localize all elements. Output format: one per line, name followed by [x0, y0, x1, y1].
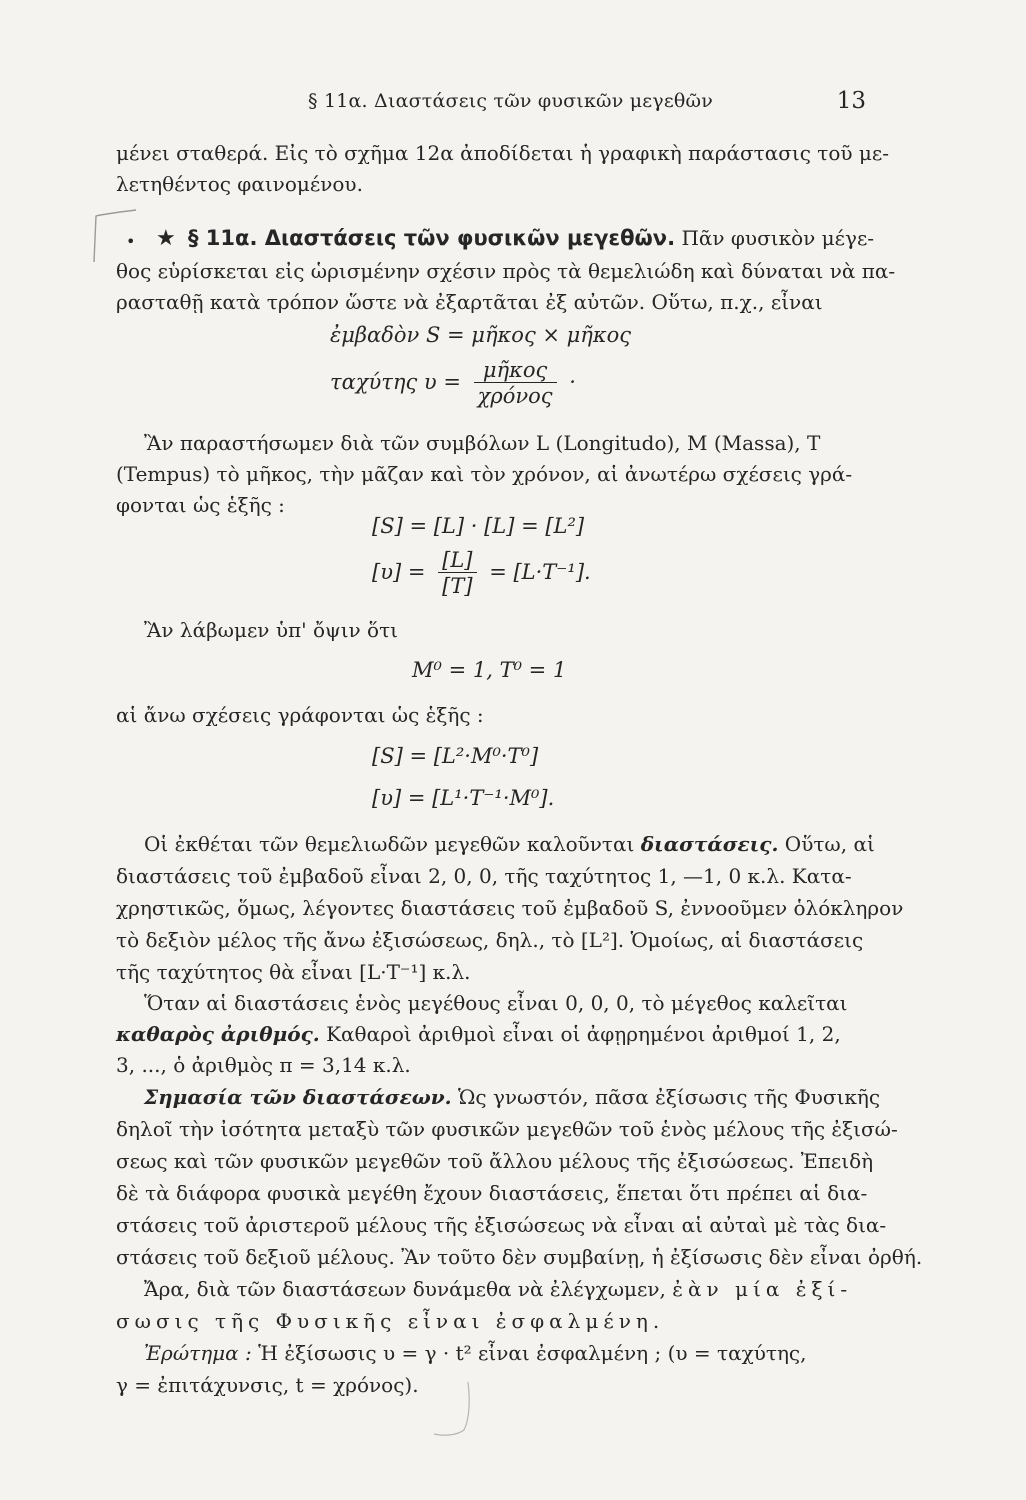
- significance-text-1: Ὡς γνωστόν, πᾶσα ἐξίσωσις τῆς Φυσικῆς: [457, 1085, 881, 1109]
- take-line: Ἂν λάβωμεν ὑπ' ὄψιν ὅτι: [144, 618, 399, 642]
- significance-line-4: δὲ τὰ διάφορα φυσικὰ μεγέθη ἔχουν διαστάσεις, ἕπεται ὅτι πρέπει αἱ δια-: [116, 1181, 868, 1205]
- formula-s-full: [S] = [L²·M⁰·T⁰]: [372, 744, 539, 768]
- symbols-line-1: Ἂν παραστήσωμεν διὰ τῶν συμβόλων L (Longitudo), M (Massa), T: [144, 431, 821, 455]
- formula-v-fraction: [438, 548, 476, 599]
- term-dimensions: διαστάσεις.: [640, 832, 779, 856]
- significance-line-3: σεως καὶ τῶν φυσικῶν μεγεθῶν τοῦ ἄλλου μέλους τῆς ἐξισώσεως. Ἐπειδὴ: [116, 1149, 874, 1173]
- ara-text-a: Ἄρα, διὰ τῶν διαστάσεων δυνάμεθα νὰ ἐλέγχωμεν,: [144, 1277, 666, 1301]
- significance-line-2: δηλοῖ τὴν ἰσότητα μεταξὺ τῶν φυσικῶν μεγεθῶν τοῦ ἑνὸς μέλους τῆς ἐξισώ-: [116, 1117, 898, 1141]
- ara-line-2: σωσις τῆς Φυσικῆς εἶναι ἐσφαλμένη.: [116, 1309, 665, 1333]
- formula-v-numerator: [L]: [438, 548, 476, 573]
- formula-v-dim: [372, 548, 591, 599]
- term-pure-number: καθαρὸς ἀριθμός.: [116, 1022, 320, 1046]
- question-label: Ἐρώτημα :: [144, 1341, 252, 1365]
- formula-s-dim: [S] = [L] · [L] = [L²]: [372, 514, 585, 538]
- formula-area: ἐμβαδὸν S = μῆκος × μῆκος: [330, 323, 632, 347]
- symbols-line-2: (Tempus) τὸ μῆκος, τὴν μᾶζαν καὶ τὸν χρόνον, αἱ ἀνωτέρω σχέσεις γρά-: [116, 462, 853, 486]
- section-line-3: ρασταθῇ κατὰ τρόπον ὥστε νὰ ἐξαρτᾶται ἐξ αὐτῶν. Οὕτω, π.χ., εἶναι: [116, 290, 823, 314]
- formula-speed-numerator: μῆκος: [474, 358, 557, 383]
- question-text: Ἡ ἐξίσωσις υ = γ · t² εἶναι ἐσφαλμένη ; (υ = ταχύτης,: [258, 1341, 807, 1365]
- running-head: § 11α. Διαστάσεις τῶν φυσικῶν μεγεθῶν: [308, 90, 713, 112]
- question-line-1: [116, 1341, 868, 1365]
- formula-speed-end: ·: [569, 370, 576, 394]
- formula-v-denominator: [T]: [442, 574, 473, 598]
- section-line-2: θος εὑρίσκεται εἰς ὡρισμένην σχέσιν πρὸς τὰ θεμελιώδη καὶ δύναται νὰ πα-: [116, 259, 896, 283]
- exponent-text-a: Οἱ ἐκθέται τῶν θεμελιωδῶν μεγεθῶν καλοῦνται: [144, 832, 635, 856]
- significance-line-6: στάσεις τοῦ δεξιοῦ μέλους. Ἂν τοῦτο δὲν συμβαίνῃ, ἡ ἐξίσωσις δὲν εἶναι ὀρθή.: [116, 1245, 923, 1269]
- formula-speed-lhs: ταχύτης υ =: [330, 370, 461, 394]
- pure-text-b: Καθαροὶ ἀριθμοὶ εἶναι οἱ ἀφῃρημένοι ἀριθμοί 1, 2,: [326, 1022, 841, 1046]
- ara-text-b: ἐὰν μία ἐξί-: [672, 1277, 853, 1301]
- section-heading: § 11α. Διαστάσεις τῶν φυσικῶν μεγεθῶν.: [188, 226, 676, 250]
- exponent-text-c: Οὕτω, αἱ: [784, 832, 875, 856]
- significance-line-5: στάσεις τοῦ ἀριστεροῦ μέλους τῆς ἐξισώσεως νὰ εἶναι αἱ αὐταὶ μὲ τὰς δια-: [116, 1213, 887, 1237]
- ara-line-1: [116, 1277, 868, 1301]
- section-heading-line: [188, 226, 875, 250]
- ink-mark: [430, 1378, 474, 1440]
- page-number: 13: [836, 88, 866, 114]
- exponent-line-4: τὸ δεξιὸν μέλος τῆς ἄνω ἐξισώσεως, δηλ., τὸ [L²]. Ὁμοίως, αἱ διαστάσεις: [116, 928, 864, 952]
- formula-v-lhs: [υ] =: [372, 560, 426, 584]
- symbols-line-3: φονται ὡς ἑξῆς :: [116, 493, 285, 517]
- above-line: αἱ ἄνω σχέσεις γράφονται ὡς ἑξῆς :: [116, 703, 484, 727]
- formula-v-full: [υ] = [L¹·T⁻¹·M⁰].: [372, 786, 555, 810]
- exponent-line-3: χρηστικῶς, ὅμως, λέγοντες διαστάσεις τοῦ ἐμβαδοῦ S, ἐννοοῦμεν ὁλόκληρον: [116, 896, 904, 920]
- formula-speed: [330, 358, 576, 409]
- formula-v-rhs: = [L·T⁻¹].: [489, 560, 591, 584]
- exponent-line-2: διαστάσεις τοῦ ἐμβαδοῦ εἶναι 2, 0, 0, τῆς ταχύτητος 1, —1, 0 κ.λ. Κατα-: [116, 864, 852, 888]
- formula-m0-t0: M⁰ = 1, T⁰ = 1: [412, 658, 567, 682]
- star-icon: ★: [156, 226, 176, 251]
- section-line-1: Πᾶν φυσικὸν μέγε-: [681, 226, 875, 250]
- bullet-icon: •: [126, 232, 136, 251]
- page-header: [110, 88, 880, 118]
- significance-title: Σημασία τῶν διαστάσεων.: [144, 1085, 452, 1109]
- question-line-2: γ = ἐπιτάχυνσις, t = χρόνος).: [116, 1373, 419, 1397]
- exponent-line-1: [116, 832, 875, 856]
- pure-line-3: 3, ..., ὁ ἀριθμὸς π = 3,14 κ.λ.: [116, 1053, 411, 1077]
- significance-line-1: [116, 1085, 881, 1109]
- exponent-line-5: τῆς ταχύτητος θὰ εἶναι [L·T⁻¹] κ.λ.: [116, 960, 471, 984]
- intro-line-1: μένει σταθερά. Εἰς τὸ σχῆμα 12α ἀποδίδεται ἡ γραφικὴ παράστασις τοῦ με-: [116, 141, 889, 165]
- formula-speed-denominator: χρόνος: [477, 384, 553, 408]
- intro-line-2: λετηθέντος φαινομένου.: [116, 172, 363, 196]
- pure-line-1: Ὅταν αἱ διαστάσεις ἑνὸς μεγέθους εἶναι 0, 0, 0, τὸ μέγεθος καλεῖται: [144, 991, 848, 1015]
- formula-speed-fraction: [474, 358, 557, 409]
- pure-line-2: [116, 1022, 868, 1046]
